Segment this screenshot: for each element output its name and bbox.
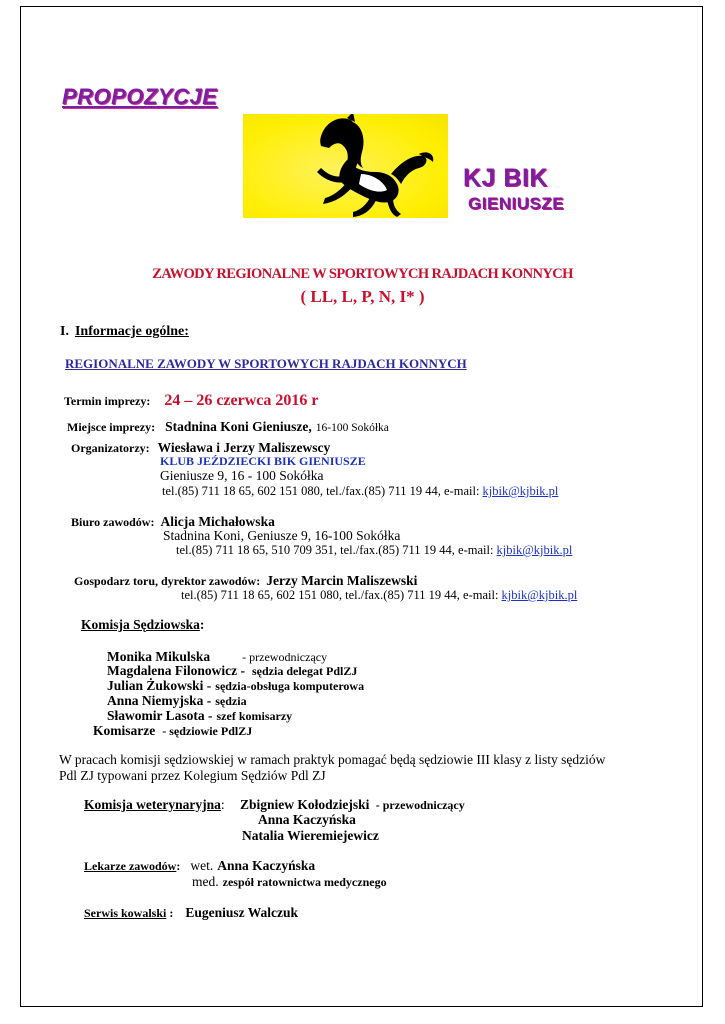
weterynaryjna-member2: Natalia Wieremiejewicz — [242, 828, 379, 843]
member-role: - sędziowie PdlZJ — [162, 724, 253, 738]
miejsce-extra: 16-100 Sokółka — [315, 422, 389, 434]
propozycje-heading: PROPOZYCJE — [62, 84, 218, 109]
member-name: Monika Mikulska — [107, 649, 211, 664]
member-name: Magdalena Filonowicz - — [107, 663, 245, 678]
member-role: sędzia delegat PdlZJ — [252, 664, 358, 678]
lekarze-prefix2: med. — [192, 874, 219, 889]
section-subtitle-text: REGIONALNE ZAWODY W SPORTOWYCH RAJDACH KONNYCH — [65, 356, 467, 371]
miejsce-label: Miejsce imprezy: — [67, 420, 156, 434]
miejsce-row — [67, 418, 389, 436]
club-name-line1: KJ BIK — [463, 164, 548, 192]
lekarze-label: Lekarze zawodów — [84, 859, 177, 873]
serwis-colon: : — [166, 906, 174, 920]
lekarze-prefix1: wet. — [190, 858, 214, 873]
member-name: Anna Niemyjska - — [107, 693, 212, 708]
lekarze-row2 — [192, 873, 387, 891]
weterynaryjna-row — [84, 797, 465, 813]
weterynaryjna-label: Komisja weterynaryjna — [84, 797, 221, 812]
member-role: sędzia-obsługa komputerowa — [215, 679, 365, 693]
member-role: - przewodniczący — [242, 650, 328, 664]
biuro-name: Alicja Michałowska — [160, 514, 275, 529]
organizatorzy-label: Organizatorzy: — [71, 441, 150, 455]
member-name: Sławomir Lasota - — [107, 708, 213, 723]
biuro-email-link[interactable]: kjbik@kjbik.pl — [496, 543, 573, 557]
komisja-heading-colon: : — [199, 617, 205, 632]
biuro-contact — [176, 543, 572, 558]
member-role: szef komisarzy — [216, 709, 293, 723]
termin-value: 24 – 26 czerwca 2016 r — [164, 392, 319, 409]
gospodarz-label: Gospodarz toru, dyrektor zawodów: — [74, 574, 261, 588]
club-name-line2: GIENIUSZE — [468, 194, 565, 213]
gospodarz-tel: tel.(85) 711 18 65, 602 151 080, tel./fax.(85) 711 19 44, e-mail: — [181, 588, 499, 602]
section-heading — [60, 324, 189, 340]
organizatorzy-email-link[interactable]: kjbik@kjbik.pl — [482, 484, 559, 498]
komisja-heading — [81, 617, 204, 633]
gospodarz-name: Jerzy Marcin Maliszewski — [266, 573, 418, 588]
gospodarz-email-link[interactable]: kjbik@kjbik.pl — [501, 588, 578, 602]
biuro-tel: tel.(85) 711 18 65, 510 709 351, tel./fax.(85) 711 19 44, e-mail: — [176, 543, 494, 557]
serwis-label: Serwis kowalski — [84, 906, 167, 920]
komisja-member — [93, 722, 252, 740]
organizatorzy-tel: tel.(85) 711 18 65, 602 151 080, tel./fax.(85) 711 19 44, e-mail: — [162, 484, 480, 498]
termin-row — [64, 392, 319, 410]
member-role: sędzia — [215, 694, 247, 708]
miejsce-value: Stadnina Koni Gieniusze, — [165, 419, 312, 434]
komisja-note-line2: Pdl ZJ typowani przez Kolegium Sędziów Pdl ZJ — [59, 768, 326, 783]
organizatorzy-contact — [162, 484, 558, 499]
horse-icon — [243, 114, 448, 218]
section-title: Informacje ogólne: — [74, 324, 189, 339]
weterynaryjna-chair-role: - przewodniczący — [375, 798, 465, 812]
club-logo — [243, 114, 448, 218]
serwis-name: Eugeniusz Walczuk — [185, 905, 299, 920]
gospodarz-contact — [181, 588, 577, 603]
serwis-row — [84, 904, 298, 922]
event-classes: ( LL, L, P, N, I* ) — [300, 287, 425, 306]
weterynaryjna-chair: Zbigniew Kołodziejski — [240, 797, 370, 812]
lekarze-colon: : — [176, 859, 181, 873]
komisja-heading-text: Komisja Sędziowska — [81, 617, 200, 632]
organizatorzy-club: KLUB JEŹDZIECKI BIK GIENIUSZE — [160, 454, 366, 468]
section-number: I. — [60, 324, 69, 339]
weterynaryjna-colon: : — [220, 797, 225, 812]
organizatorzy-address: Gieniusze 9, 16 - 100 Sokółka — [160, 468, 324, 483]
section-subtitle — [65, 356, 467, 372]
weterynaryjna-member1: Anna Kaczyńska — [258, 812, 356, 827]
member-name: Komisarze — [93, 723, 156, 738]
organizatorzy-names: Wiesława i Jerzy Maliszewscy — [157, 440, 331, 455]
lekarze-name2: zespół ratownictwa medycznego — [222, 875, 387, 889]
biuro-label: Biuro zawodów: — [71, 515, 155, 529]
komisja-note-line1: W pracach komisji sędziowskiej w ramach praktyk pomagać będą sędziowie III klasy z listy sędziów — [59, 752, 606, 767]
biuro-address: Stadnina Koni, Geniusze 9, 16-100 Sokółka — [163, 528, 401, 543]
termin-label: Termin imprezy: — [64, 394, 151, 408]
event-title: ZAWODY REGIONALNE W SPORTOWYCH RAJDACH KONNYCH — [152, 266, 573, 282]
lekarze-name1: Anna Kaczyńska — [217, 858, 316, 873]
member-name: Julian Żukowski - — [107, 678, 212, 693]
